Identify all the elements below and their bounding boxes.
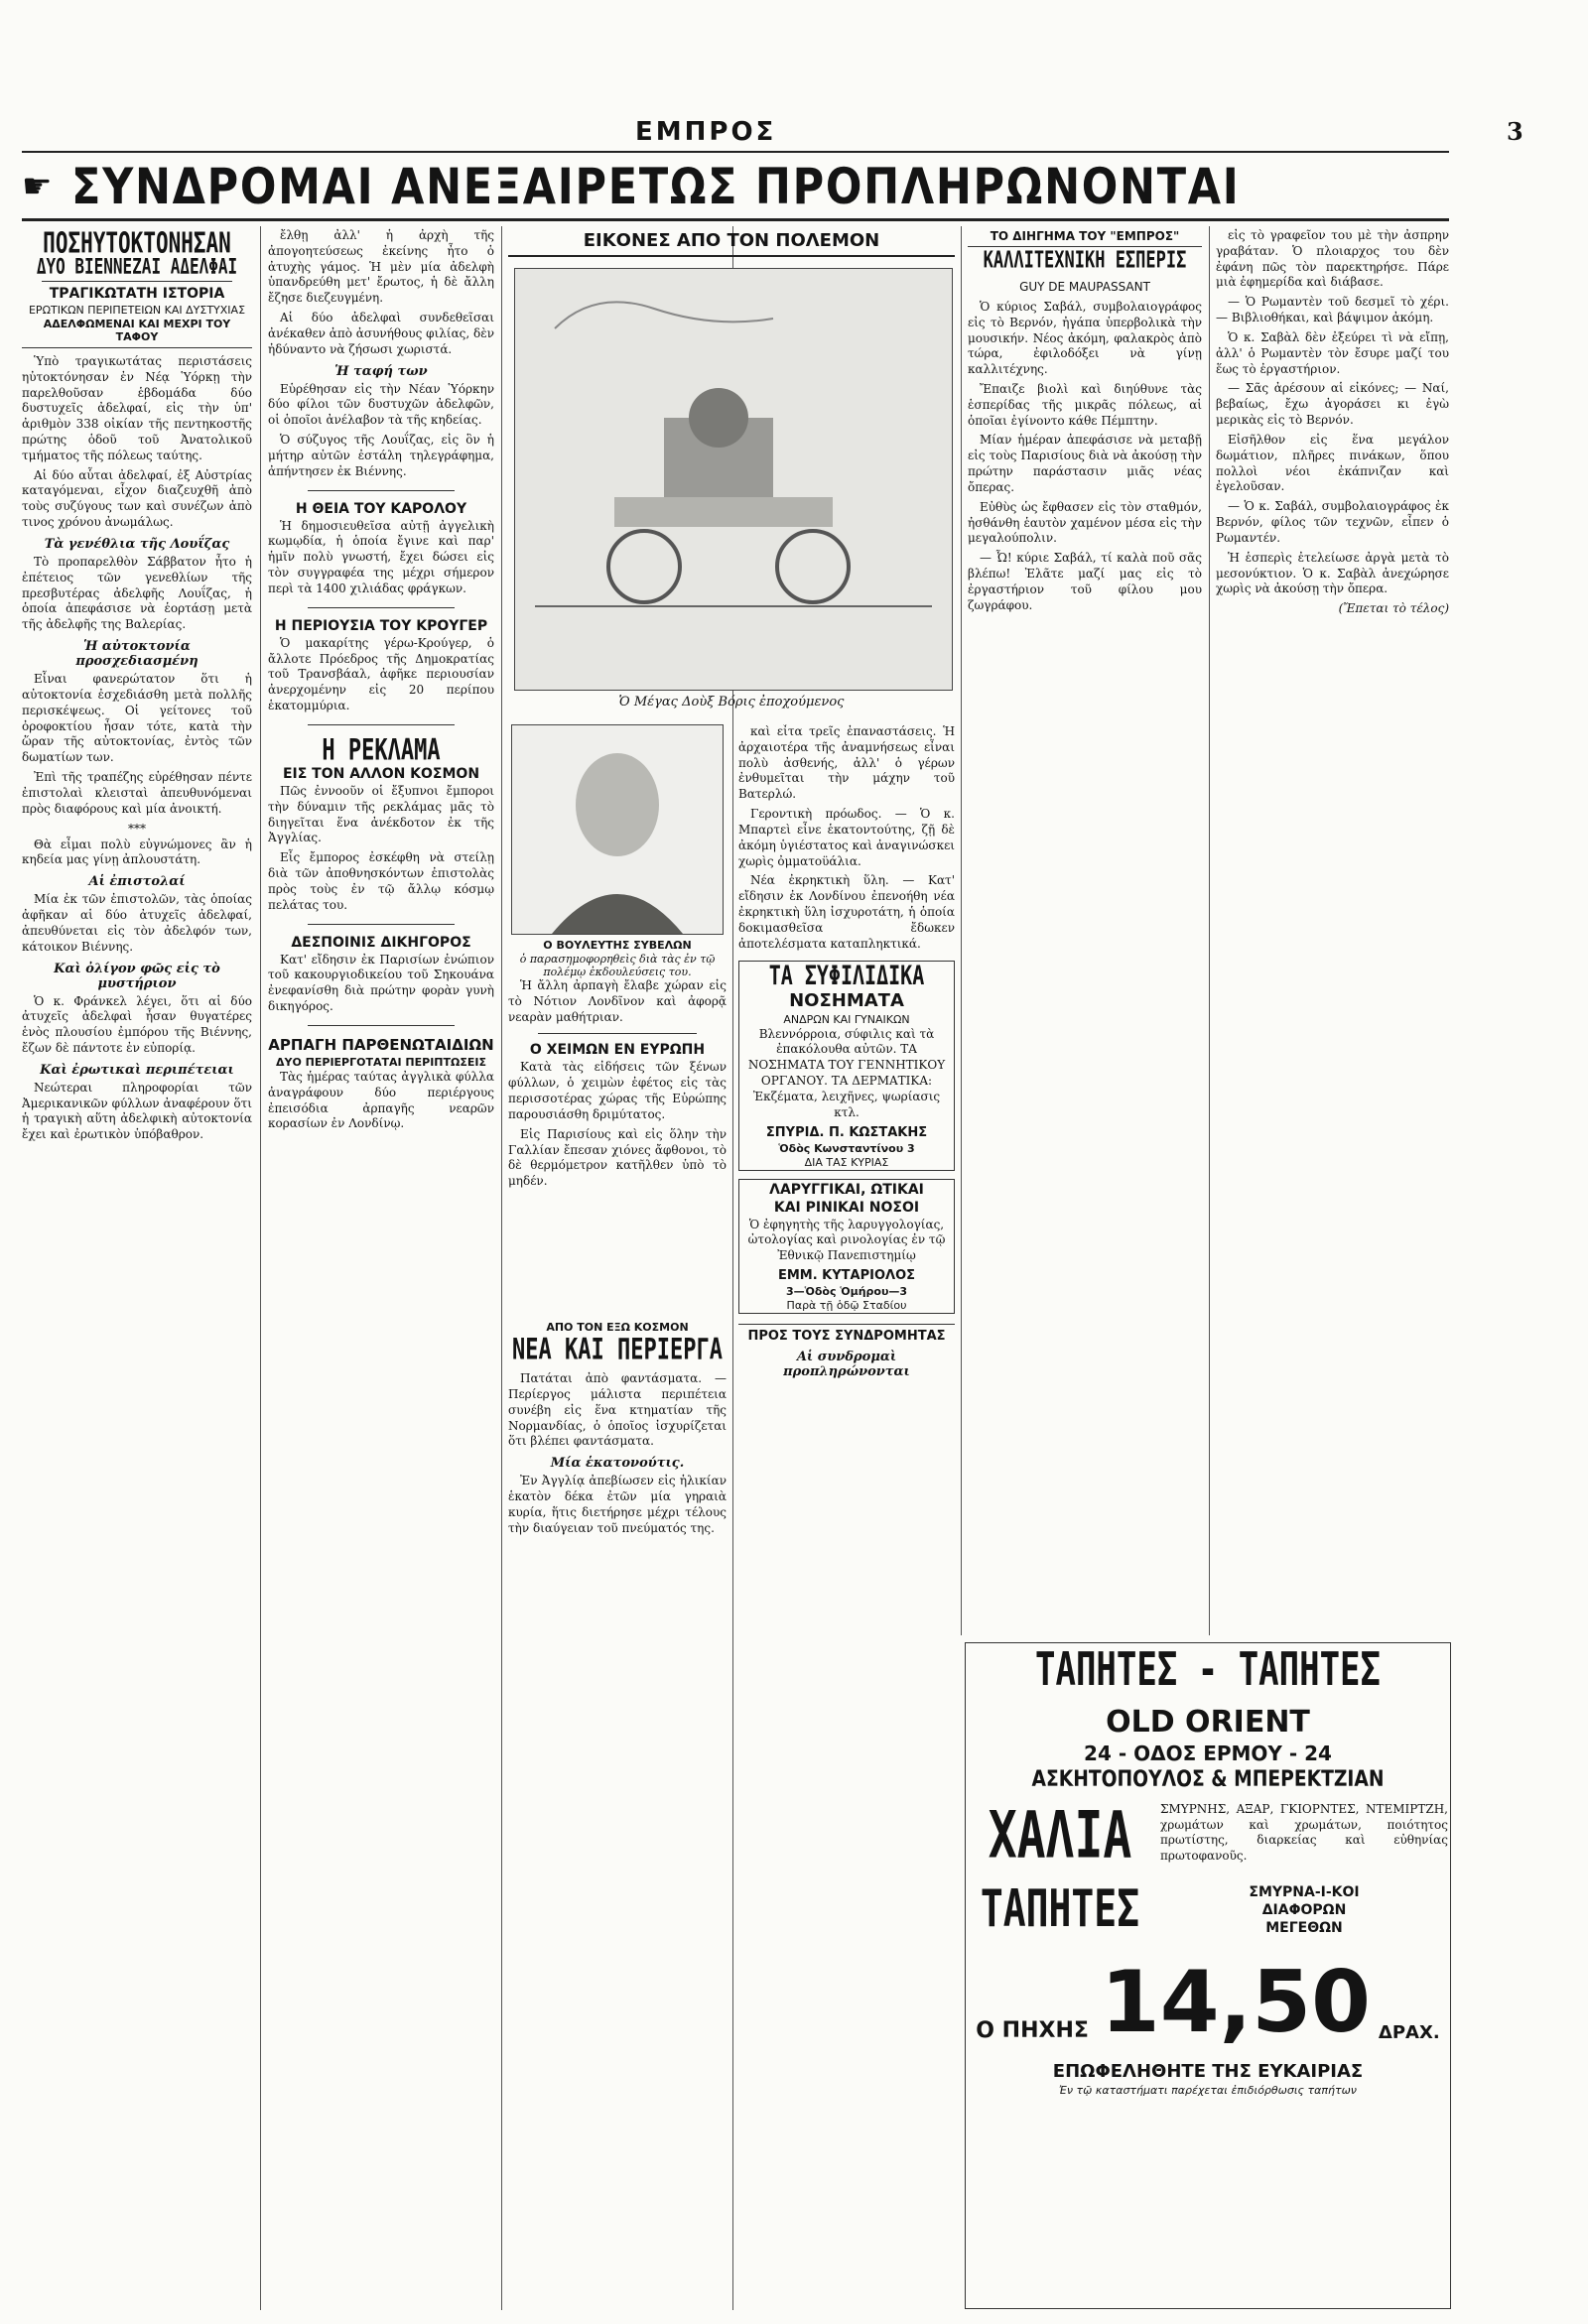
story-kicker: ΤΟ ΔΙΗΓΗΜΑ ΤΟΥ "ΕΜΠΡΟΣ" bbox=[990, 229, 1180, 243]
divider bbox=[22, 347, 252, 348]
ad-brand: OLD ORIENT bbox=[1106, 1704, 1310, 1740]
column-divider bbox=[501, 226, 502, 2310]
subscription-banner bbox=[22, 159, 1449, 214]
paragraph: Ἡ δημοσιευθεῖσα αὐτῇ ἀγγελικὴ κωμῳδία, ἡ ὁποία ἔγινε καὶ παρ' ἡμῖν πολὺ γνωστή, ἔχει δώσει εἰς τὸν συγγραφέα της μέχρι σήμερον περὶ τὰ 1400 χιλιάδας φράγκων. bbox=[268, 518, 494, 595]
portrait-caption: ὁ παρασημοφορηθεὶς διὰ τὰς ἐν τῷ πολέμῳ ἐκδουλεύσεις του. bbox=[519, 953, 716, 978]
war-photo-grand-duke bbox=[514, 268, 953, 691]
paragraph: Ἡ ἄλλη ἀρπαγὴ ἔλαβε χώραν εἰς τὸ Νότιον Λονδῖνον καὶ ἀφορᾷ νεαρὰν μαθήτριαν. bbox=[508, 978, 727, 1024]
subheading: Τὰ γενέθλια τῆς Λουΐζας bbox=[44, 536, 230, 552]
ad-address: 3—Ὁδὸς Ὁμήρου—3 bbox=[785, 1285, 908, 1299]
paragraph: εἰς τὸ γραφεῖον του μὲ τὴν ἀσπρην γραβάταν. Ὁ πλοιαρχος του δὲν ἐφάνη πῶς τὸν παρεκτηρήσε. Πάρε μιὰ ἐφημερίδα καὶ διάβασε. bbox=[1216, 228, 1449, 290]
deck-2: ΕΡΩΤΙΚΩΝ ΠΕΡΙΠΕΤΕΙΩΝ ΚΑΙ ΔΥΣΤΥΧΙΑΣ bbox=[28, 303, 246, 317]
paragraph: Πατάται ἀπὸ φαντάσματα. — Περίεργος μάλιστα περιπέτεια συνέβη εἰς ἕνα κτηματίαν τῆς Νορμανδίας, ὁ ὁποῖος ἰσχυρίζεται ὅτι βλέπει φαντάσματα. bbox=[508, 1371, 727, 1449]
images-section-header bbox=[508, 228, 955, 262]
article-heading: Η ΡΕΚΛΑΜΑ bbox=[322, 733, 441, 768]
masthead bbox=[0, 117, 1588, 147]
divider bbox=[308, 1025, 455, 1026]
headline: ΠΟΣΗΥΤΟΚΤΟΝΗΣΑΝ bbox=[43, 228, 231, 260]
column-3-left bbox=[508, 724, 727, 1320]
paragraph: — Ὁ κ. Σαβάλ, συμβολαιογράφος ἐκ Βερνόν, φίλος τῶν τεχνῶν, εἶπεν ὁ Ρωμαντέν. bbox=[1216, 499, 1449, 545]
divider bbox=[308, 607, 455, 608]
paragraph: Θὰ εἶμαι πολὺ εὐγνώμονες ἂν ἡ κηδεία μας γίνῃ ἀπλουστάτη. bbox=[22, 837, 252, 867]
ad-title: ΤΑΠΗΤΕΣ - ΤΑΠΗΤΕΣ bbox=[1035, 1642, 1381, 1697]
portrait-label: Ο ΒΟΥΛΕΥΤΗΣ ΣΥΒΕΛΩΝ bbox=[543, 939, 692, 952]
price-block bbox=[966, 1953, 1450, 2052]
paragraph: Ὁ κ. Φράνκελ λέγει, ὅτι αἱ δύο ἀτυχεῖς ἀδελφαὶ ἦσαν θυγατέρες ἑνὸς πλουσίου ἐμπόρου τῆς Βιέννης, ἔζων δὲ πάντοτε ἐν εὐπορίᾳ. bbox=[22, 993, 252, 1055]
ad-title: ΝΟΣΗΜΑΤΑ bbox=[789, 989, 904, 1011]
ad-company: ΑΣΚΗΤΟΠΟΥΛΟΣ & ΜΠΕΡΕΚΤΖΙΑΝ bbox=[1031, 1766, 1385, 1792]
column-5 bbox=[968, 228, 1202, 1632]
price-currency: ΔΡΑΧ. bbox=[1378, 2022, 1440, 2043]
column-divider bbox=[961, 226, 962, 1635]
story-continuation: (Ἔπεται τὸ τέλος) bbox=[1338, 601, 1449, 616]
divider bbox=[308, 924, 455, 925]
story-author: GUY DE MAUPASSANT bbox=[1019, 279, 1150, 294]
ad-title: ΛΑΡΥΓΓΙΚΑΙ, ΩΤΙΚΑΙ bbox=[769, 1181, 924, 1198]
page-number: 3 bbox=[1507, 117, 1523, 146]
masthead-rule bbox=[22, 151, 1449, 153]
price-value: 14,50 bbox=[1100, 1953, 1371, 2052]
ad-address: Ὁδὸς Κωνσταντίνου 3 bbox=[778, 1141, 915, 1155]
story-headline: ΚΑΛΛΙΤΕΧΝΙΚΗ ΕΣΠΕΡΙΣ bbox=[983, 247, 1187, 275]
ad-text: Βλεννόρροια, σύφιλις καὶ τὰ ἐπακόλουθα αὐτῶν. ΤΑ ΝΟΣΗΜΑΤΑ ΤΟΥ ΓΕΝΝΗΤΙΚΟΥ ΟΡΓΑΝΟΥ. ΤΑ ΔΕΡΜΑΤΙΚΑ: Ἐκζέματα, λειχῆνες, ψωρίασις κτλ. bbox=[747, 1026, 946, 1119]
article-heading: Η ΘΕΙΑ ΤΟΥ ΚΑΡΟΛΟΥ bbox=[295, 500, 467, 517]
medical-ad-syphilis bbox=[738, 958, 955, 1171]
paragraph: Πῶς ἐννοοῦν οἱ ἔξυπνοι ἔμποροι τὴν δύναμιν τῆς ρεκλάμας μᾶς τὸ διηγεῖται ἕνα ἀνέκδοτον ἐκ τῆς Ἀγγλίας. bbox=[268, 783, 494, 845]
paragraph: Ὁ μακαρίτης γέρω-Κρούγερ, ὁ ἄλλοτε Πρόεδρος τῆς Δημοκρατίας τοῦ Τρανσβάαλ, ἀφῆκε περιουσίαν ἀνερχομένην εἰς 20 περίπου ἑκατομμύρια. bbox=[268, 635, 494, 713]
ad-note: Παρὰ τῇ ὁδῷ Σταδίου bbox=[786, 1299, 907, 1313]
carpet-advertisement bbox=[965, 1642, 1451, 2309]
ad-slogan: ΕΠΩΦΕΛΗΘΗΤΕ ΤΗΣ ΕΥΚΑΙΡΙΑΣ bbox=[1052, 2061, 1364, 2082]
divider bbox=[308, 724, 455, 725]
ad-origin: ΣΜΥΡΝΑ-Ι-ΚΟΙ bbox=[1249, 1884, 1360, 1900]
medical-ad-ent bbox=[738, 1179, 955, 1314]
subheading: Αἱ ἐπιστολαί bbox=[88, 874, 186, 890]
paragraph: Εἶναι φανερώτατον ὅτι ἡ αὐτοκτονία ἐσχεδιάσθη μετὰ πολλῆς περισκέψεως. Οἱ γείτονες τοῦ ὀροφοκτίου ἦσαν τότε, κατὰ τὴν ὥραν τῆς αὐτοκτονίας, ἐντὸς τῶν δωματίων των. bbox=[22, 672, 252, 765]
ad-sizes: ΜΕΓΕΘΩΝ bbox=[1265, 1920, 1343, 1936]
paragraph: Μίαν ἡμέραν ἀπεφάσισε νὰ μεταβῇ εἰς τοὺς Παρισίους διὰ νὰ ἀκούσῃ τὴν πρώτην παράστασιν μιᾶς νέας ὄπερας. bbox=[968, 433, 1202, 494]
paragraph: Εὑρέθησαν εἰς τὴν Νέαν Ὑόρκην δύο φίλοι τῶν δυστυχῶν ἀδελφῶν, οἱ ὁποῖοι ἀνέλαβον τὰ τῆς κηδείας. bbox=[268, 381, 494, 428]
kicker: ΑΠΟ ΤΟΝ ΕΞΩ ΚΟΣΜΟΝ bbox=[546, 1321, 689, 1334]
paragraph: Ὁ κύριος Σαβάλ, συμβολαιογράφος εἰς τὸ Βερνόν, ἠγάπα ὑπερβολικὰ τὴν μουσικήν. Νέος ἀκόμη, φαλακρὸς ἀπὸ τώρα, ἐφιλοδόξει νὰ γίνῃ καλλιτέχνης. bbox=[968, 299, 1202, 377]
article-heading: Ο ΧΕΙΜΩΝ ΕΝ ΕΥΡΩΠΗ bbox=[529, 1042, 706, 1059]
column-2 bbox=[268, 228, 494, 2312]
column-1 bbox=[22, 228, 252, 2312]
newspaper-name: ΕΜΠΡΟΣ bbox=[635, 117, 777, 147]
section-title: ΕΙΚΟΝΕΣ ΑΠΟ ΤΟΝ ΠΟΛΕΜΟΝ bbox=[508, 230, 955, 257]
headline-2: ΔΥΟ ΒΙΕΝΝΕΖΑΙ ΑΔΕΛΦΑΙ bbox=[36, 253, 238, 279]
banner-rule bbox=[22, 218, 1449, 221]
paragraph: Ἐπὶ τῆς τραπέζης εὑρέθησαν πέντε ἐπιστολαὶ κλεισταὶ ἀπευθυνόμεναι πρὸς διαφόρους καὶ μία ἀνοικτή. bbox=[22, 770, 252, 816]
ad-subtitle: ΑΝΔΡΩΝ ΚΑΙ ΓΥΝΑΙΚΩΝ bbox=[783, 1012, 910, 1026]
ad-note: ΔΙΑ ΤΑΣ ΚΥΡΙΑΣ bbox=[804, 1155, 889, 1169]
divider bbox=[738, 1324, 955, 1325]
subheading: Καὶ ὀλίγον φῶς εἰς τὸ μυστήριον bbox=[54, 961, 220, 991]
deck-3: ΑΔΕΛΦΩΜΕΝΑΙ ΚΑΙ ΜΕΧΡΙ ΤΟΥ ΤΑΦΟΥ bbox=[43, 317, 231, 343]
column-3-lower bbox=[508, 1320, 727, 2312]
paragraph: — Ὦ! κύριε Σαβάλ, τί καλὰ ποῦ σᾶς βλέπω! Ἐλᾶτε μαζί μας εἰς τὸ ἐργαστήριον τοῦ φίλου μου ζωγράφου. bbox=[968, 551, 1202, 612]
paragraph: Ὁ κ. Σαβὰλ δὲν ἐξεύρει τὶ νὰ εἴπῃ, ἀλλ' ὁ Ρωμαντὲν τὸν ἔσυρε μαζί του ἕως τὸ ἐργαστήριον. bbox=[1216, 329, 1449, 376]
paragraph: Νεώτεραι πληροφορίαι τῶν Ἀμερικανικῶν φύλλων ἀναφέρουν ὅτι ἡ τραγικὴ αὕτη ἀδελφικὴ αὐτοκτονία ἔχει καὶ ἐρωτικὸν ὑπόβαθρον. bbox=[22, 1080, 252, 1142]
subscribers-notice: ΠΡΟΣ ΤΟΥΣ ΣΥΝΔΡΟΜΗΤΑΣ bbox=[747, 1329, 946, 1345]
portrait-photo bbox=[511, 724, 724, 935]
paragraph: Ὑπὸ τραγικωτάτας περιστάσεις ηὐτοκτόνησαν ἐν Νέᾳ Ὑόρκῃ τὴν παρελθοῦσαν ἑβδομάδα δύο δυστυχεῖς ἀδελφαί, εἰς τὴν ὑπ' ἀριθμὸν 338 οἰκίαν τῆς πεντηκοστῆς πρώτης ὁδοῦ τοῦ Ἀνατολικοῦ τμήματος τῆς πόλεως ταύτης. bbox=[22, 353, 252, 462]
ad-word-carpets: ΧΑΛΙΑ bbox=[988, 1797, 1132, 1873]
paragraph: — Σᾶς ἀρέσουν αἱ εἰκόνες; — Ναί, βεβαίως, ἔχω ἀγοράσει κι ἐγὼ μερικὰς εἰς τὸ Βερνόν. bbox=[1216, 381, 1449, 428]
separator-stars: *** bbox=[128, 821, 146, 836]
ad-text: Ὁ ἐφηγητὴς τῆς λαρυγγολογίας, ὠτολογίας καὶ ρινολογίας ἐν τῷ Ἐθνικῷ Πανεπιστημίῳ bbox=[747, 1217, 946, 1263]
banner-text: ΣΥΝΔΡΟΜΑΙ ΑΝΕΞΑΙΡΕΤΩΣ ΠΡΟΠΛΗΡΩΝΟΝΤΑΙ bbox=[71, 158, 1241, 215]
column-6 bbox=[1216, 228, 1449, 1632]
ad-address: 24 - ΟΔΟΣ ΕΡΜΟΥ - 24 bbox=[1084, 1741, 1332, 1765]
column-divider bbox=[260, 226, 261, 2310]
paragraph: Ἐν Ἀγγλίᾳ ἀπεβίωσεν εἰς ἡλικίαν ἑκατὸν δέκα ἐτῶν μία γηραιὰ κυρία, ἥτις διετήρησε μέχρι τέλους τὴν διαύγειαν τοῦ πνεύματός της. bbox=[508, 1474, 727, 1535]
paragraph: Εἶς ἔμπορος ἐσκέφθη νὰ στείλῃ διὰ τῶν ἀποθνησκόντων ἐπιστολὰς πρὸς τοὺς ἐν τῷ ἄλλῳ κόσμῳ πελάτας του. bbox=[268, 850, 494, 912]
paragraph: Κατὰ τὰς εἰδήσεις τῶν ξένων φύλλων, ὁ χειμὼν ἐφέτος εἰς τὰς περισσοτέρας χώρας τῆς Εὐρώπης παρουσιάσθη δριμύτατος. bbox=[508, 1060, 727, 1121]
price-label: Ο ΠΗΧΗΣ bbox=[976, 2018, 1089, 2043]
paragraph: Αἱ δύο αὗται ἀδελφαί, ἐξ Αὐστρίας καταγόμεναι, εἶχον διαζευχθῆ ἀπὸ τοὺς συζύγους των καὶ συνέζων ἀπὸ τινος χρόνου ἀνωμάλως. bbox=[22, 467, 252, 530]
paragraph: Ὁ σύζυγος τῆς Λουΐζας, εἰς ὃν ἡ μήτηρ αὐτῶν ἐστάλη τηλεγράφημα, ἀπήντησεν ἐκ Βιέννης. bbox=[268, 433, 494, 478]
paragraph: Μία ἐκ τῶν ἐπιστολῶν, τὰς ὁποίας ἀφῆκαν αἱ δύο ἀτυχεῖς ἀδελφαί, ἀπευθύνεται εἰς τὸν ἀδελφόν των, κάτοικον Βιέννης. bbox=[22, 892, 252, 954]
paragraph: Εὐθὺς ὡς ἔφθασεν εἰς τὸν σταθμόν, ἠσθάνθη ἑαυτὸν χαμένον μέσα εἰς τὴν μεγαλούπολιν. bbox=[968, 499, 1202, 546]
ad-heading: ΤΑ ΣΥΦΙΛΙΔΙΚΑ bbox=[768, 958, 925, 991]
ad-doctor-name: ΕΜΜ. ΚΥΤΑΡΙΟΛΟΣ bbox=[777, 1268, 916, 1284]
deputy-portrait-illustration bbox=[512, 725, 723, 934]
column-divider bbox=[1209, 226, 1210, 1635]
paragraph: Εἰς Παρισίους καὶ εἰς ὅλην τὴν Γαλλίαν ἔπεσαν χιόνες ἄφθονοι, τὸ δὲ θερμόμετρον κατῆλθεν ὑπὸ τὸ μηδέν. bbox=[508, 1126, 727, 1189]
ad-footnote: Ἐν τῷ καταστήματι παρέχεται ἐπιδιόρθωσις ταπήτων bbox=[1059, 2084, 1357, 2097]
paragraph: Αἱ δύο ἀδελφαὶ συνδεθεῖσαι ἀνέκαθεν ἀπὸ ἀσυνήθους φιλίας, δὲν ἠδύναντο νὰ ζήσωσι χωριστά. bbox=[268, 311, 494, 356]
subscribers-note: Αἱ συνδρομαὶ προπληρώνονται bbox=[783, 1350, 910, 1380]
subheading: Μία ἑκατονούτις. bbox=[550, 1456, 685, 1472]
article-heading: Η ΠΕΡΙΟΥΣΙΑ ΤΟΥ ΚΡΟΥΓΕΡ bbox=[274, 617, 488, 634]
paragraph: — Ὁ Ρωμαντὲν τοῦ δεσμεῖ τὸ χέρι. — Βιβλιοθήκαι, καὶ βάψιμον ἀκόμη. bbox=[1216, 295, 1449, 325]
article-subheading: ΔΥΟ ΠΕΡΙΕΡΓΟΤΑΤΑΙ ΠΕΡΙΠΤΩΣΕΙΣ bbox=[276, 1055, 486, 1069]
ad-various: ΔΙΑΦΟΡΩΝ bbox=[1261, 1902, 1347, 1918]
article-heading: ΔΕΣΠΟΙΝΙΣ ΔΙΚΗΓΟΡΟΣ bbox=[291, 934, 471, 951]
paragraph: Τὸ προπαρελθὸν Σάββατον ἦτο ἡ ἐπέτειος τῶν γενεθλίων τῆς πρεσβυτέρας ἀδελφῆς Λουΐζας, ἡ ὁποία ἀπεφάσισε νὰ ἑορτάσῃ μετὰ τῆς ἀδελφῆς της Βαλερίας. bbox=[22, 554, 252, 632]
article-heading: ΝΕΑ ΚΑΙ ΠΕΡΙΕΡΓΑ bbox=[512, 1333, 723, 1367]
paragraph: Γεροντικὴ πρόωδος. — Ὁ κ. Μπαρτεὶ εἶνε ἑκατοντούτης, ζῇ δὲ ἀκόμη ὑγιέστατος καὶ ἀναγινώσκει χωρὶς ὀμματοϋάλια. bbox=[738, 807, 955, 868]
divider bbox=[308, 490, 455, 491]
photo-caption: Ὁ Μέγας Δοὺξ Βόρις ἐποχούμενος bbox=[618, 695, 845, 710]
paragraph: Κατ' εἴδησιν ἐκ Παρισίων ἐνώπιον τοῦ κακουργιοδικείου τοῦ Σηκουάνα ἐνεφανίσθη διὰ πρώτην φορὰν γυνὴ δικηγόρος. bbox=[268, 952, 494, 1014]
paragraph: καὶ εἶτα τρεῖς ἐπαναστάσεις. Ἡ ἀρχαιοτέρα τῆς ἀναμνήσεως εἶναι πολὺ ἀσθενής, ἀλλ' ὁ γέρων ἐνθυμεῖται τὴν μάχην τοῦ Βατερλώ. bbox=[738, 724, 955, 802]
paragraph: Εἰσῆλθον εἰς ἕνα μεγάλον δωμάτιον, πλῆρες πινάκων, ὅπου πολλοὶ νέοι ἐκάπνιζαν καὶ ἐγελοῦσαν. bbox=[1216, 432, 1449, 494]
subheading: Καὶ ἐρωτικαὶ περιπέτειαι bbox=[40, 1062, 234, 1078]
divider bbox=[42, 281, 232, 282]
ad-doctor-name: ΣΠΥΡΙΔ. Π. ΚΩΣΤΑΚΗΣ bbox=[765, 1124, 928, 1140]
grand-duke-horse-illustration bbox=[515, 269, 952, 690]
ad-word-rugs: ΤΑΠΗΤΕΣ bbox=[980, 1879, 1140, 1939]
divider bbox=[538, 1033, 697, 1034]
deck: ΤΡΑΓΙΚΩΤΑΤΗ ΙΣΤΟΡΙΑ bbox=[49, 285, 225, 302]
ad-description: ΣΜΥΡΝΗΣ, ΑΞΑΡ, ΓΚΙΟΡΝΤΕΣ, ΝΤΕΜΙΡΤΖΗ, χρωμάτων καὶ χρωμάτων, ποιότητος πρωτίστης, διαρκείας καὶ εὐθηνίας πρωτοφανοῦς. bbox=[1160, 1801, 1448, 1864]
column-4 bbox=[738, 724, 955, 2312]
article-heading: ΑΡΠΑΓΗ ΠΑΡΘΕΝΩΤΑΙΔΙΩΝ bbox=[268, 1035, 494, 1054]
ad-title-2: ΚΑΙ ΡΙΝΙΚΑΙ ΝΟΣΟΙ bbox=[773, 1199, 920, 1216]
paragraph: Νέα ἐκρηκτικὴ ὕλη. — Κατ' εἴδησιν ἐκ Λονδίνου ἐπενοήθη νέα ἐκρηκτικὴ ὕλη ἰσχυροτάτη, ἡ ὁποία δοκιμασθεῖσα ἔδωκεν ἀποτελέσματα καταπληκτικά. bbox=[738, 873, 955, 951]
paragraph: Ἡ ἑσπερὶς ἐτελείωσε ἀργὰ μετὰ τὸ μεσονύκτιον. Ὁ κ. Σαβὰλ ἀνεχώρησε χωρὶς νὰ ἀκούσῃ τὴν ὄπερα. bbox=[1216, 550, 1449, 596]
paragraph: Ἔπαιζε βιολὶ καὶ διηύθυνε τὰς ἑσπερίδας τῆς μικρᾶς πόλεως, αἱ ὁποῖαι ἐγίνοντο κάθε Πέμπτην. bbox=[968, 381, 1202, 428]
paragraph: ἔλθῃ ἀλλ' ἡ ἀρχὴ τῆς ἀπογοητεύσεως ἐκείνης ἦτο ὁ ἀτυχὴς γάμος. Ἡ μὲν μία ἀδελφὴ ὑπανδρεύθη μετ' ἔρωτος, ἡ δὲ ἄλλη ἔζησε διεζευγμένη. bbox=[268, 228, 494, 306]
subheading: Ἡ αὐτοκτονία προσχεδιασμένη bbox=[75, 639, 198, 670]
pointing-hand-icon: ☛ bbox=[22, 167, 53, 206]
article-subheading: ΕΙΣ ΤΟΝ ΑΛΛΟΝ ΚΟΣΜΟΝ bbox=[282, 765, 480, 782]
paragraph: Τὰς ἡμέρας ταύτας ἀγγλικὰ φύλλα ἀναγράφουν δύο περιέργους ἐπεισόδια ἀρπαγῆς νεαρῶν κορασίων ἐν Λονδίνῳ. bbox=[268, 1069, 494, 1131]
subheading: Ἡ ταφή των bbox=[334, 363, 428, 379]
